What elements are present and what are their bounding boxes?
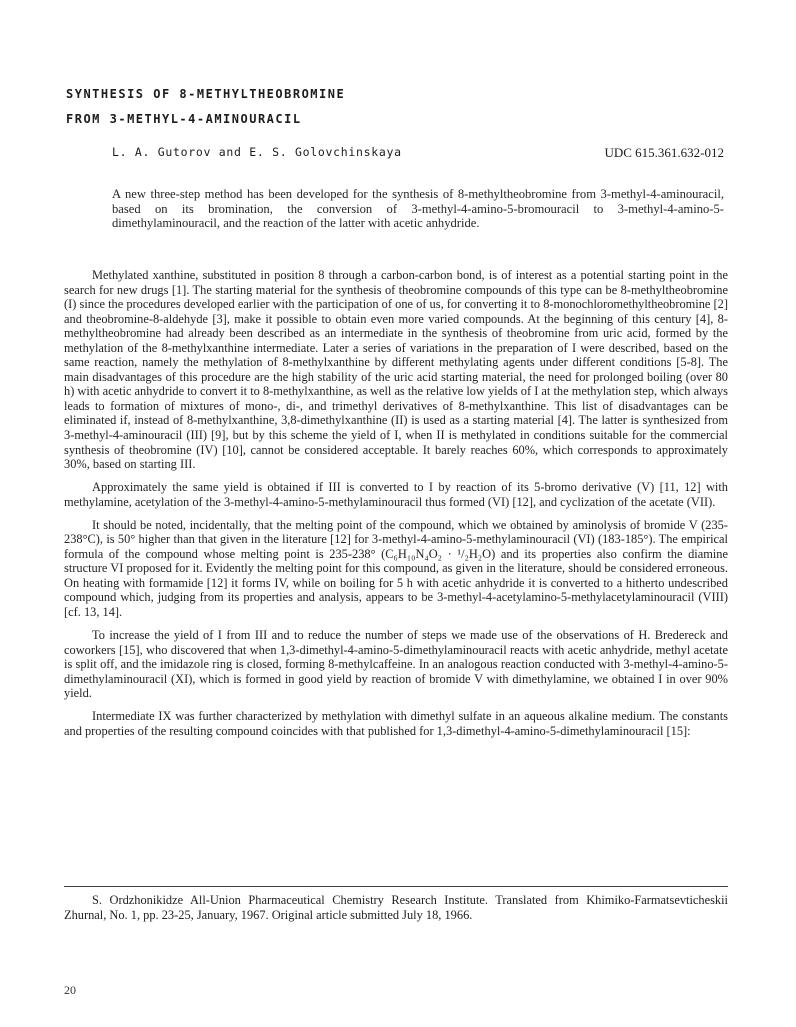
paragraph: Intermediate IX was further characterized by methylation with dimethyl sulfate in an aqueous alkaline medium. The constants and properties of the resulting compound coincides with that published for 1,3-dimethyl-4-amino-5-dimethylaminouracil [15]: [64,709,728,738]
footnote: S. Ordzhonikidze All-Union Pharmaceutical Chemistry Research Institute. Translated from Khimiko-Farmatsevticheskii Zhurnal, No. 1, pp. 23-25, January, 1967. Original article submitted July 18, 1966. [64,893,728,922]
udc-code: UDC 615.361.632-012 [604,145,724,160]
abstract: A new three-step method has been developed for the synthesis of 8-methyltheobromine from 3-methyl-4-aminouracil, based on its bromination, the conversion of 3-methyl-4-amino-5-bromouracil to 3-methyl-4-amino-5-dimethylaminouracil, and the reaction of the latter with acetic anhydride. [112,187,724,231]
paragraph: Methylated xanthine, substituted in position 8 through a carbon-carbon bond, is of interest as a potential starting point in the search for new drugs [1]. The starting material for the synthesis of theobromine compounds of this type can be 8-methyltheobromine (I) since the procedures developed earlier with the participation of one of us, for converting it to 8-monochloromethyltheobromine [2] and theobromine-8-aldehyde [3], make it possible to obtain even more varied compounds. At the beginning of this century [4], 8-methyltheobromine had already been described as an intermediate in the synthesis of theobromine from uric acid, formed by the methylation of the 8-methylxanthine intermediate. Later a series of variations in the preparation of I were described, based on the same reaction, namely the methylation of 8-methylxanthine by different methylating agents under different conditions [5-8]. The main disadvantages of this procedure are the high stability of the uric acid starting material, the need for prolonged boiling (over 80 h) with acetic anhydride to convert it to 8-methylxanthine, as well as the relative low yields of I at the methylation step, which always leads to formation of mixtures of mono-, di-, and trimethyl derivatives of 8-methylxanthine. This list of disadvantages can be eliminated if, instead of 8-methylxanthine, 3,8-dimethylxanthine (II) is used as a starting material [4]. The latter is synthesized from 3-methyl-4-aminouracil (III) [9], but by this scheme the yield of I, when II is methylated in conditions suitable for the commercial synthesis of theobromine (IV) [10], cannot be considered acceptable. It barely reaches 60%, which corresponds to approximately 30%, based on starting III. [64,268,728,472]
title-line-1: SYNTHESIS OF 8-METHYLTHEOBROMINE [66,87,346,101]
footnote-divider [64,886,728,887]
author-list: L. A. Gutorov and E. S. Golovchinskaya [112,145,402,159]
paragraph: To increase the yield of I from III and to reduce the number of steps we made use of the observations of H. Bredereck and coworkers [15], who discovered that when 1,3-dimethyl-4-amino-5-dimethylaminouracil reacts with acetic anhydride, methyl acetate is split off, and the imidazole ring is closed, forming 8-methylcaffeine. In an analogous reaction conducted with 3-methyl-4-amino-5-dimethylaminouracil (XI), which is formed in good yield by reaction of bromide V with dimethylamine, we obtained I in over 90% yield. [64,628,728,701]
title-line-2: FROM 3-METHYL-4-AMINOURACIL [66,112,302,126]
paragraph: It should be noted, incidentally, that the melting point of the compound, which we obtained by aminolysis of bromide V (235-238°C), is 50° higher than that given in the literature [12] for 3-methyl-4-amino-5-methylaminouracil (VI) (183-185°). The empirical formula of the compound whose melting point is 235-238° (C₆H₁₀N₄O₂ · ¹/₂H₂O) and its properties also confirm the diamine structure VI proposed for it. Evidently the melting point for this compound, as given in the literature, should be considered erroneous. On heating with formamide [12] it forms IV, while on boiling for 5 h with acetic anhydride it is converted to a hitherto undescribed compound which, judging from its properties and analysis, appears to be 3-methyl-4-acetylamino-5-methylacetylaminouracil (VIII) [cf. 13, 14]. [64,517,728,620]
paragraph: Approximately the same yield is obtained if III is converted to I by reaction of its 5-bromo derivative (V) [11, 12] with methylamine, acetylation of the 3-methyl-4-amino-5-methylaminouracil thus formed (VI) [12], and cyclization of the acetate (VII). [64,480,728,509]
page-number: 20 [64,983,76,997]
article-body [64,268,728,747]
